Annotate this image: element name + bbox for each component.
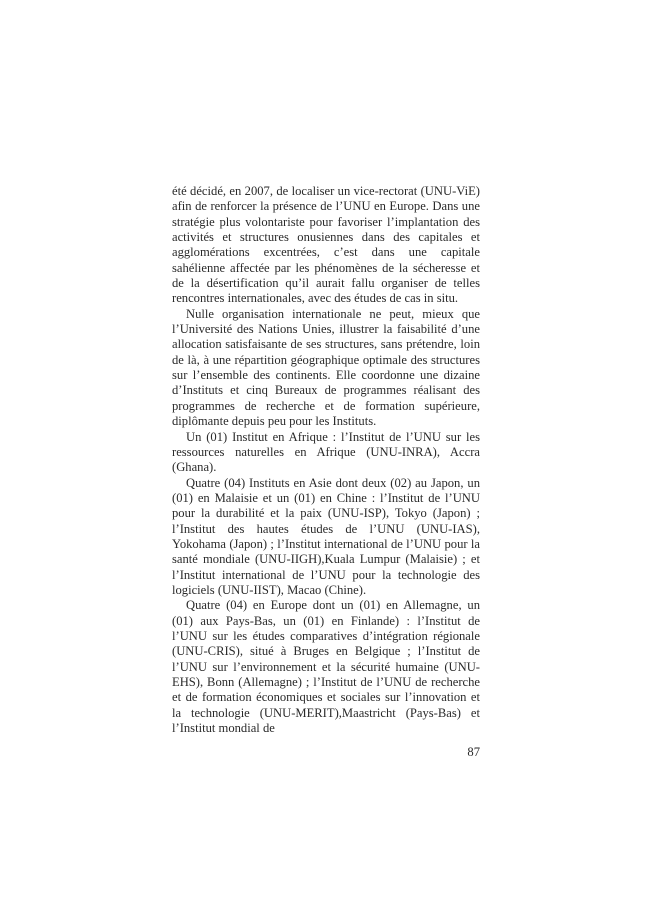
body-text	[172, 184, 480, 736]
paragraph-institut-afrique: Un (01) Institut en Afrique : l’Institut de l’UNU sur les ressources naturelles en Afrique (UNU-INRA), Accra (Ghana).	[172, 429, 480, 475]
paragraph-instituts-europe: Quatre (04) en Europe dont un (01) en Allemagne, un (01) aux Pays-Bas, un (01) en Finlande) : l’Institut de l’UNU sur les études comparatives d’intégration régionale (UNU-CRIS), situé à Bruges en Belgique ; l’Institut de l’UNU sur l’environnement et la sécurité humaine (UNU-EHS), Bonn (Allemagne) ; l’Institut de l’UNU de recherche et de formation économiques et sociales sur l’innovation et la technologie (UNU-MERIT),Maastricht (Pays-Bas) et l’Institut mondial de	[172, 598, 480, 736]
paragraph-instituts-asie: Quatre (04) Instituts en Asie dont deux (02) au Japon, un (01) en Malaisie et un (01) en Chine : l’Institut de l’UNU pour la durabilité et la paix (UNU-ISP), Tokyo (Japon) ; l’Institut des hautes études de l’UNU (UNU-IAS), Yokohama (Japon) ; l’Institut international de l’UNU pour la santé mondiale (UNU-IIGH),Kuala Lumpur (Malaisie) ; et l’Institut international de l’UNU pour la technologie des logiciels (UNU-IIST), Macao (Chine).	[172, 475, 480, 597]
paragraph-continuation: été décidé, en 2007, de localiser un vice-rectorat (UNU-ViE) afin de renforcer la présence de l’UNU en Europe. Dans une stratégie plus volontariste pour favoriser l’implantation des activités et structures onusiennes dans des capitales et agglomérations excentrées, c’est dans une capitale sahélienne affectée par les phénomènes de la sécheresse et de la désertification qu’il aurait fallu organiser de telles rencontres internationales, avec des études de cas in situ.	[172, 184, 480, 306]
paragraph-unu-organisation: Nulle organisation internationale ne peut, mieux que l’Université des Nations Unies, illustrer la faisabilité d’une allocation satisfaisante de ses structures, sans prétendre, loin de là, à une répartition géographique optimale des structures sur l’ensemble des continents. Elle coordonne une dizaine d’Instituts et cinq Bureaux de programmes réalisant des programmes de recherche et de formation supérieure, diplômante depuis peu pour les Instituts.	[172, 306, 480, 429]
page-number: 87	[467, 745, 480, 759]
